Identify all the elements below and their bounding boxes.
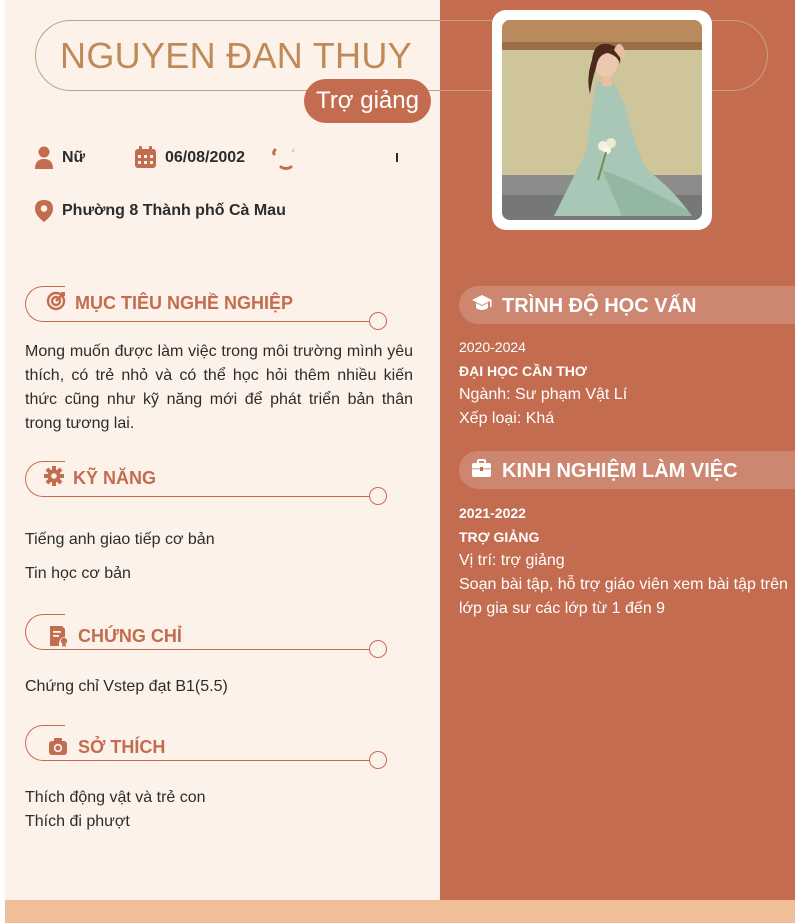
experience-position: Vị trí: trợ giảng (459, 552, 565, 569)
footer-band (5, 900, 795, 923)
gender-info (34, 146, 85, 170)
location-pin-icon (34, 199, 54, 223)
cv-page (5, 0, 795, 923)
hobby-item: Thích đi phượt (25, 813, 130, 830)
experience-title: KINH NGHIỆM LÀM VIỆC (502, 460, 738, 482)
address-info (34, 199, 286, 223)
certificate-item: Chứng chỉ Vstep đạt B1(5.5) (25, 678, 228, 695)
birthday-info (134, 146, 245, 169)
certificate-icon (48, 625, 68, 647)
experience-header (459, 451, 795, 489)
skills-title: KỸ NĂNG (73, 468, 157, 488)
gear-icon (44, 466, 64, 486)
experience-period: 2021-2022 (459, 505, 526, 521)
calendar-icon (134, 146, 157, 169)
candidate-name: NGUYEN ĐAN THUY (60, 35, 412, 76)
section-line (45, 496, 377, 498)
phone-info (272, 147, 302, 171)
section-dot (369, 751, 387, 769)
section-dot (369, 487, 387, 505)
skills-header (25, 461, 415, 505)
text-cursor (396, 153, 398, 162)
experience-description: Soạn bài tập, hỗ trợ giáo viên xem bài tập trên lớp gia sư các lớp từ 1 đến 9 (459, 576, 788, 617)
phone-icon (272, 147, 294, 171)
certificates-header (25, 614, 415, 658)
career-goal-header (25, 286, 415, 330)
section-dot (369, 640, 387, 658)
person-icon (34, 146, 54, 170)
career-goal-text: Mong muốn được làm việc trong môi trường mình yêu thích, có trẻ nhỏ và có thể học hỏi thêm nhiều kiến thức cũng như kỹ năng mới để phát triển bản thân trong tương lai. (25, 343, 413, 432)
section-dot (369, 312, 387, 330)
hobby-item: Thích động vật và trẻ con (25, 789, 206, 806)
hobbies-title: SỞ THÍCH (78, 737, 166, 757)
skill-item: Tiếng anh giao tiếp cơ bản (25, 531, 215, 548)
section-line (45, 760, 377, 762)
graduation-cap-icon (471, 294, 493, 314)
education-school: ĐẠI HỌC CẦN THƠ (459, 363, 587, 379)
experience-job-title: TRỢ GIẢNG (459, 529, 540, 545)
address-value: Phường 8 Thành phố Cà Mau (62, 202, 286, 219)
certificates-title: CHỨNG CHỈ (78, 626, 182, 646)
briefcase-icon (471, 459, 492, 479)
education-header (459, 286, 795, 324)
section-line (45, 649, 377, 651)
role-badge: Trợ giảng (304, 79, 431, 123)
skill-item: Tin học cơ bản (25, 565, 131, 582)
education-major: Ngành: Sư phạm Vật Lí (459, 386, 628, 403)
career-goal-title: MỤC TIÊU NGHỀ NGHIỆP (75, 293, 294, 313)
hobbies-header (25, 725, 415, 769)
section-line (45, 321, 377, 323)
gender-value: Nữ (62, 149, 86, 166)
education-title: TRÌNH ĐỘ HỌC VẤN (502, 295, 697, 317)
education-period: 2020-2024 (459, 339, 526, 355)
birthday-value: 06/08/2002 (165, 148, 246, 166)
profile-photo (502, 20, 702, 220)
camera-icon (48, 736, 68, 756)
profile-photo-frame (492, 10, 712, 230)
portrait-illustration (502, 20, 702, 220)
education-grade: Xếp loại: Khá (459, 410, 555, 427)
target-icon (46, 291, 66, 311)
